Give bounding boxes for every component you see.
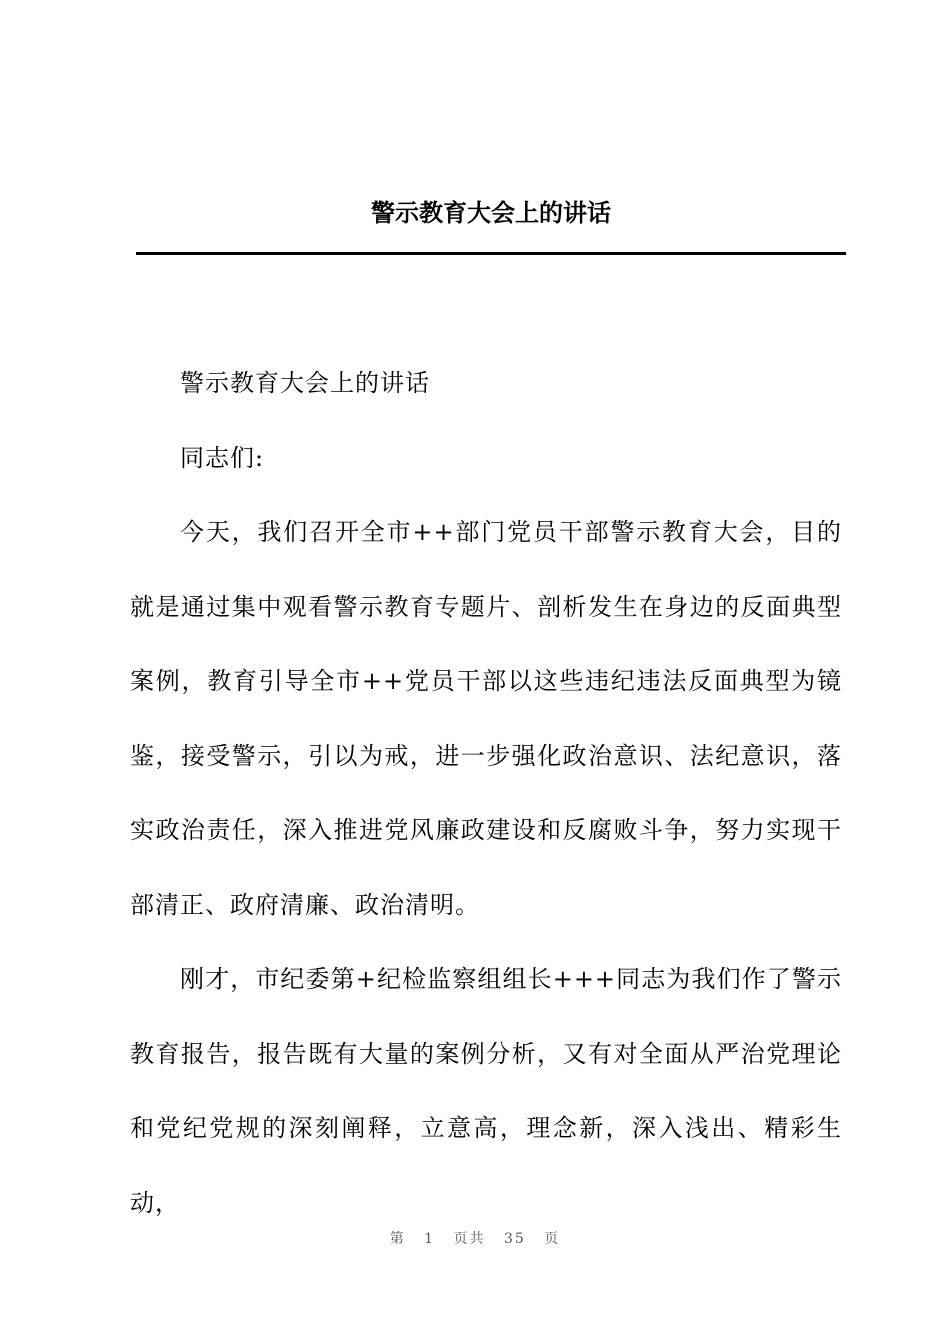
- paragraph-salutation: 同志们:: [180, 443, 265, 472]
- page-footer: [0, 1228, 950, 1248]
- paragraph-report: 刚才，市纪委第+纪检监察组组长+++同志为我们作了警示教育报告，报告既有大量的案例分析，又有对全面从严治党理论和党纪党规的深刻阐释，立意高，理念新，深入浅出、精彩生动，: [130, 965, 842, 1217]
- footer-current-page: 1: [424, 1231, 436, 1247]
- footer-label-page: 第: [389, 1231, 406, 1247]
- document-body: [130, 346, 842, 1240]
- paragraph-opening: 今天，我们召开全市++部门党员干部警示教育大会，目的就是通过集中观看警示教育专题片、剖析发生在身边的反面典型案例，教育引导全市++党员干部以这些违纪违法反面典型为镜鉴，接受警示，引以为戒，进一步强化政治意识、法纪意识，落实政治责任，深入推进党风廉政建设和反腐败斗争，努力实现干部清正、政府清廉、政治清明。: [130, 518, 842, 919]
- footer-label-end: 页: [544, 1231, 561, 1247]
- footer-label-of: 页共: [453, 1231, 486, 1247]
- paragraph-title: 警示教育大会上的讲话: [180, 369, 430, 397]
- footer-total-pages: 35: [504, 1231, 526, 1247]
- document-header-title: 警示教育大会上的讲话: [371, 199, 611, 227]
- header-divider: [136, 252, 846, 255]
